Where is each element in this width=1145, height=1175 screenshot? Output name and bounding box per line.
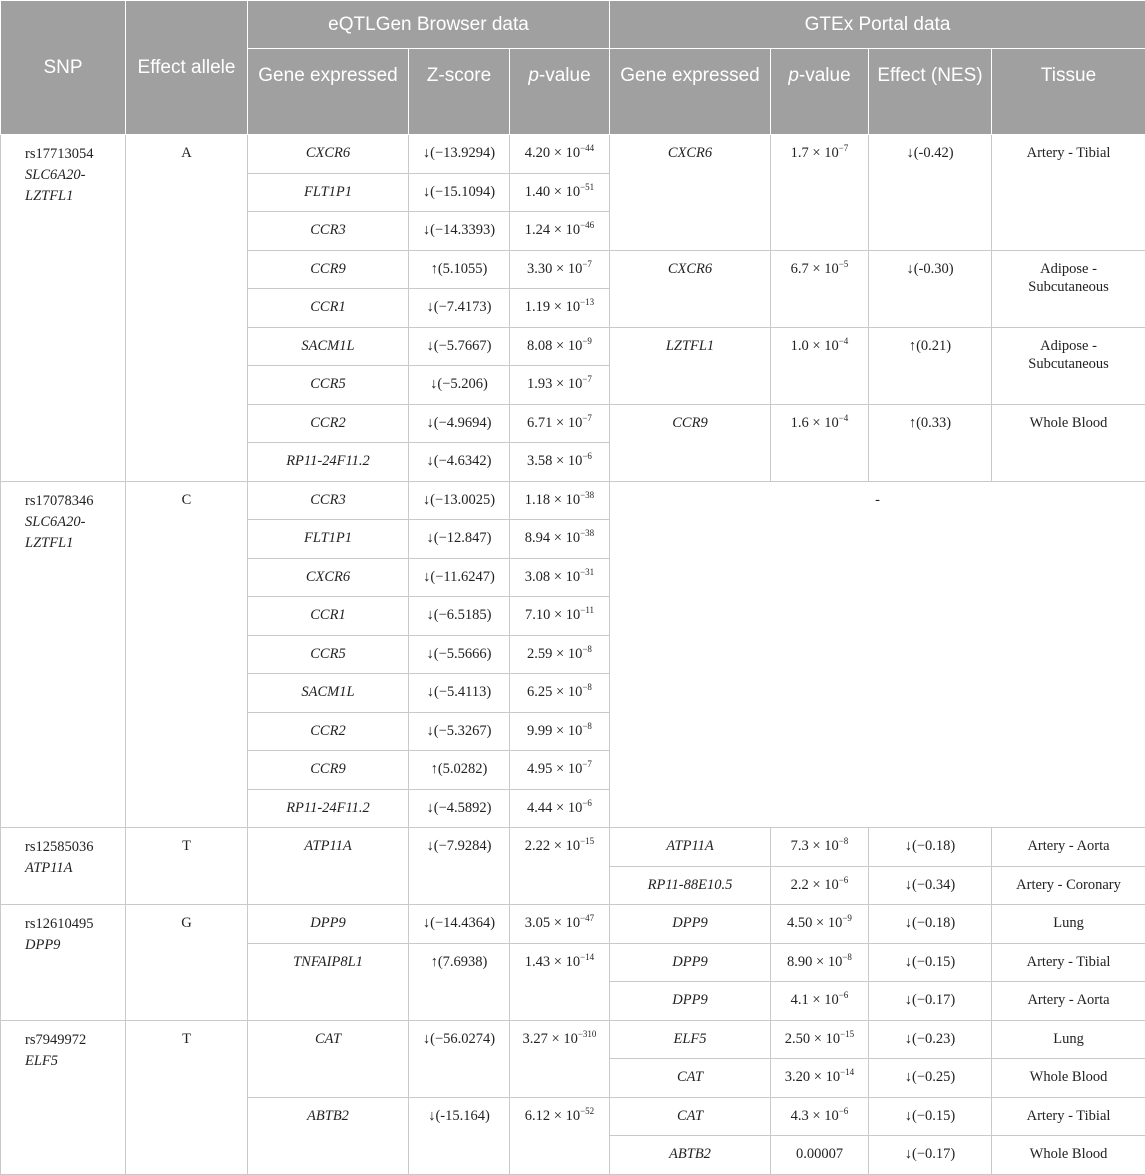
eqtl-gene: CCR3: [248, 481, 409, 520]
eqtl-gene: CCR1: [248, 597, 409, 636]
snp-id: rs7949972: [25, 1032, 86, 1048]
z-score: ↓(−5.4113): [409, 674, 510, 713]
gtex-effect: ↑(0.21): [869, 327, 992, 404]
eqtl-p-value: $4.95 \times 10^{-7}$: [510, 751, 610, 790]
eqtl-p-value: $6.25 \times 10^{-8}$: [510, 674, 610, 713]
table-row: [1, 1020, 1145, 1059]
z-score: ↓(−5.5666): [409, 635, 510, 674]
eqtl-p-value: $3.58 \times 10^{-6}$: [510, 443, 610, 482]
snp-gene: ATP11A: [25, 860, 73, 876]
gtex-gene: LZTFL1: [610, 327, 771, 404]
eqtl-p-value: $2.59 \times 10^{-8}$: [510, 635, 610, 674]
eqtl-p-value: $1.43 \times 10^{-14}$: [510, 943, 610, 1020]
z-score: ↓(−13.9294): [409, 135, 510, 174]
eqtl-gene: FLT1P1: [248, 520, 409, 559]
eqtl-p-value: $8.08 \times 10^{-9}$: [510, 327, 610, 366]
z-score: ↓(−4.9694): [409, 404, 510, 443]
eqtl-gene: FLT1P1: [248, 173, 409, 212]
gtex-effect: ↓(-0.42): [869, 135, 992, 251]
eqtl-p-value: $1.18 \times 10^{-38}$: [510, 481, 610, 520]
eqtl-gene: CCR5: [248, 635, 409, 674]
gtex-gene: CAT: [610, 1097, 771, 1136]
eqtl-gene: SACM1L: [248, 327, 409, 366]
gtex-p-value: $3.20 \times 10^{-14}$: [771, 1059, 869, 1098]
gtex-gene: RP11-88E10.5: [610, 866, 771, 905]
snp-cell: [1, 1020, 126, 1174]
eqtl-p-value: $7.10 \times 10^{-11}$: [510, 597, 610, 636]
effect-allele-cell: A: [126, 135, 248, 482]
snp-gene: DPP9: [25, 937, 60, 953]
eqtl-gene: SACM1L: [248, 674, 409, 713]
header-eqtl-p-value: p-value: [510, 49, 610, 135]
eqtl-gene: CCR9: [248, 751, 409, 790]
z-score: ↓(−5.7667): [409, 327, 510, 366]
gtex-p-value: $2.50 \times 10^{-15}$: [771, 1020, 869, 1059]
header-gtex-p-value: p-value: [771, 49, 869, 135]
z-score: ↓(−4.5892): [409, 789, 510, 828]
gtex-tissue: Artery - Aorta: [992, 828, 1145, 867]
z-score: ↓(−13.0025): [409, 481, 510, 520]
z-score: ↓(−15.1094): [409, 173, 510, 212]
z-score: ↑(5.0282): [409, 751, 510, 790]
eqtl-p-value: $1.93 \times 10^{-7}$: [510, 366, 610, 405]
z-score: ↓(−56.0274): [409, 1020, 510, 1097]
eqtl-p-value: $1.24 \times 10^{-46}$: [510, 212, 610, 251]
gtex-effect: ↓(−0.18): [869, 828, 992, 867]
eqtl-p-value: $3.05 \times 10^{-47}$: [510, 905, 610, 944]
eqtl-p-value: $2.22 \times 10^{-15}$: [510, 828, 610, 905]
header-gtex-group: GTEx Portal data: [610, 1, 1145, 49]
gtex-effect: ↑(0.33): [869, 404, 992, 481]
gtex-effect: ↓(−0.25): [869, 1059, 992, 1098]
gtex-gene: CXCR6: [610, 250, 771, 327]
gtex-effect: ↓(−0.18): [869, 905, 992, 944]
snp-gene: ELF5: [25, 1053, 58, 1069]
gtex-p-value: $1.7 \times 10^{-7}$: [771, 135, 869, 251]
z-score: ↓(−12.847): [409, 520, 510, 559]
snp-id: rs12610495: [25, 916, 93, 932]
eqtl-gene: RP11-24F11.2: [248, 789, 409, 828]
gtex-effect: ↓(−0.23): [869, 1020, 992, 1059]
header-eqtlgen-group: eQTLGen Browser data: [248, 1, 610, 49]
eqtl-gene: TNFAIP8L1: [248, 943, 409, 1020]
gtex-tissue: Artery - Coronary: [992, 866, 1145, 905]
z-score: ↑(5.1055): [409, 250, 510, 289]
gtex-tissue: Artery - Aorta: [992, 982, 1145, 1021]
eqtl-p-value: $1.40 \times 10^{-51}$: [510, 173, 610, 212]
z-score: ↓(−4.6342): [409, 443, 510, 482]
gtex-effect: ↓(−0.15): [869, 943, 992, 982]
gtex-effect: ↓(−0.17): [869, 982, 992, 1021]
z-score: ↓(−5.3267): [409, 712, 510, 751]
header-snp: SNP: [1, 1, 126, 135]
gtex-tissue: Whole Blood: [992, 404, 1145, 481]
gtex-p-value: $1.0 \times 10^{-4}$: [771, 327, 869, 404]
gtex-p-value: $1.6 \times 10^{-4}$: [771, 404, 869, 481]
eqtl-gene: CCR2: [248, 712, 409, 751]
header-tissue: Tissue: [992, 49, 1145, 135]
eqtl-p-value: $1.19 \times 10^{-13}$: [510, 289, 610, 328]
snp-cell: [1, 481, 126, 828]
eqtl-gene: ATP11A: [248, 828, 409, 905]
z-score: ↓(-15.164): [409, 1097, 510, 1174]
gtex-tissue: Adipose - Subcutaneous: [992, 327, 1145, 404]
eqtl-p-value: $6.12 \times 10^{-52}$: [510, 1097, 610, 1174]
eqtl-gene: CCR3: [248, 212, 409, 251]
snp-id: rs12585036: [25, 839, 93, 855]
eqtl-p-value: $9.99 \times 10^{-8}$: [510, 712, 610, 751]
gtex-effect: ↓(-0.30): [869, 250, 992, 327]
eqtl-gene: CCR1: [248, 289, 409, 328]
eqtl-gene: CXCR6: [248, 558, 409, 597]
gtex-gene: ELF5: [610, 1020, 771, 1059]
z-score: ↓(−14.4364): [409, 905, 510, 944]
table-body: [1, 135, 1145, 1175]
gtex-gene: CCR9: [610, 404, 771, 481]
z-score: ↑(7.6938): [409, 943, 510, 1020]
gtex-tissue: Adipose - Subcutaneous: [992, 250, 1145, 327]
effect-allele-cell: T: [126, 828, 248, 905]
header-gtex-gene-expressed: Gene expressed: [610, 49, 771, 135]
table-row: [1, 135, 1145, 174]
gtex-tissue: Artery - Tibial: [992, 943, 1145, 982]
gtex-p-value: $8.90 \times 10^{-8}$: [771, 943, 869, 982]
z-score: ↓(−5.206): [409, 366, 510, 405]
table-row: [1, 481, 1145, 520]
gtex-p-value: $4.50 \times 10^{-9}$: [771, 905, 869, 944]
gtex-gene: ATP11A: [610, 828, 771, 867]
header-z-score: Z-score: [409, 49, 510, 135]
eqtl-gene: CCR5: [248, 366, 409, 405]
gtex-gene: ABTB2: [610, 1136, 771, 1175]
gtex-gene: CAT: [610, 1059, 771, 1098]
z-score: ↓(−11.6247): [409, 558, 510, 597]
eqtl-p-value: $4.44 \times 10^{-6}$: [510, 789, 610, 828]
snp-id: rs17713054: [25, 146, 93, 162]
table-row: [1, 905, 1145, 944]
gtex-gene: DPP9: [610, 905, 771, 944]
eqtl-p-value: $3.08 \times 10^{-31}$: [510, 558, 610, 597]
snp-cell: [1, 135, 126, 482]
effect-allele-cell: G: [126, 905, 248, 1021]
eqtl-p-value: $3.30 \times 10^{-7}$: [510, 250, 610, 289]
z-score: ↓(−14.3393): [409, 212, 510, 251]
gtex-gene: DPP9: [610, 982, 771, 1021]
gtex-empty-cell: -: [610, 481, 1145, 828]
eqtl-p-value: $6.71 \times 10^{-7}$: [510, 404, 610, 443]
gtex-p-value: $4.3 \times 10^{-6}$: [771, 1097, 869, 1136]
snp-cell: [1, 905, 126, 1021]
eqtl-p-value: $3.27 \times 10^{-310}$: [510, 1020, 610, 1097]
gtex-effect: ↓(−0.15): [869, 1097, 992, 1136]
eqtl-gene: RP11-24F11.2: [248, 443, 409, 482]
gtex-tissue: Lung: [992, 905, 1145, 944]
eqtl-gene: ABTB2: [248, 1097, 409, 1174]
effect-allele-cell: C: [126, 481, 248, 828]
snp-gene: SLC6A20- LZTFL1: [25, 514, 85, 551]
gtex-tissue: Lung: [992, 1020, 1145, 1059]
gtex-effect: ↓(−0.34): [869, 866, 992, 905]
snp-gene: SLC6A20- LZTFL1: [25, 167, 85, 204]
snp-cell: [1, 828, 126, 905]
gtex-p-value: $6.7 \times 10^{-5}$: [771, 250, 869, 327]
effect-allele-cell: T: [126, 1020, 248, 1174]
gtex-gene: DPP9: [610, 943, 771, 982]
table-row: [1, 828, 1145, 867]
snp-id: rs17078346: [25, 493, 93, 509]
eqtl-gene: CAT: [248, 1020, 409, 1097]
gtex-p-value: $2.2 \times 10^{-6}$: [771, 866, 869, 905]
header-effect-allele: Effect allele: [126, 1, 248, 135]
gtex-tissue: Artery - Tibial: [992, 135, 1145, 251]
eqtl-gene: CXCR6: [248, 135, 409, 174]
gtex-tissue: Artery - Tibial: [992, 1097, 1145, 1136]
z-score: ↓(−7.9284): [409, 828, 510, 905]
gtex-tissue: Whole Blood: [992, 1059, 1145, 1098]
gtex-effect: ↓(−0.17): [869, 1136, 992, 1175]
gtex-p-value: 0.00007: [771, 1136, 869, 1175]
gtex-p-value: $4.1 \times 10^{-6}$: [771, 982, 869, 1021]
eqtl-gene: CCR2: [248, 404, 409, 443]
gtex-gene: CXCR6: [610, 135, 771, 251]
eqtl-gene: CCR9: [248, 250, 409, 289]
header-eqtl-gene-expressed: Gene expressed: [248, 49, 409, 135]
gtex-p-value: $7.3 \times 10^{-8}$: [771, 828, 869, 867]
z-score: ↓(−6.5185): [409, 597, 510, 636]
eqtl-p-value: $4.20 \times 10^{-44}$: [510, 135, 610, 174]
header-effect-nes: Effect (NES): [869, 49, 992, 135]
eqtl-p-value: $8.94 \times 10^{-38}$: [510, 520, 610, 559]
gtex-tissue: Whole Blood: [992, 1136, 1145, 1175]
z-score: ↓(−7.4173): [409, 289, 510, 328]
eqtl-gene: DPP9: [248, 905, 409, 944]
